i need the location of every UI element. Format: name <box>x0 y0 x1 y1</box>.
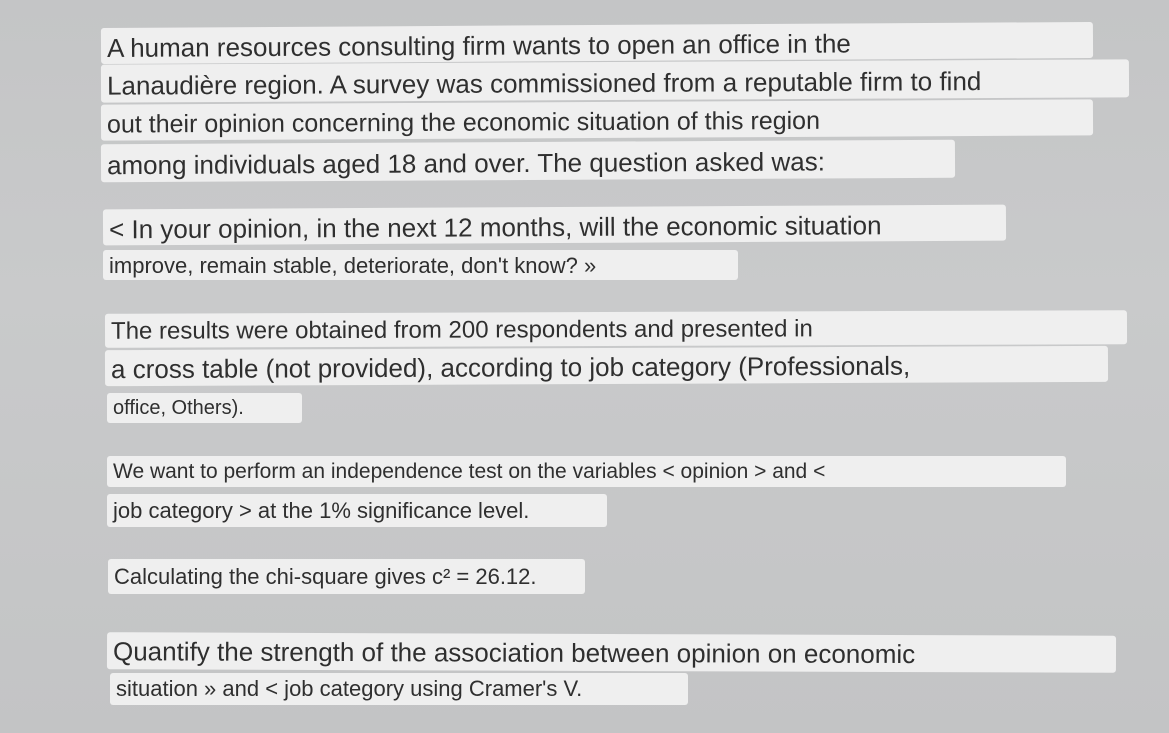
intro-line-2: Lanaudière region. A survey was commissioned from a reputable firm to find <box>101 59 1129 102</box>
intro-line-1: A human resources consulting firm wants to open an office in the <box>101 22 1093 64</box>
results-line-2: a cross table (not provided), according to job category (Professionals, <box>105 346 1108 386</box>
task-line-2: situation » and < job category using Cramer's V. <box>110 673 688 705</box>
results-line-1: The results were obtained from 200 respondents and presented in <box>105 310 1127 348</box>
chi-square-line: Calculating the chi-square gives c² = 26.12. <box>108 559 585 594</box>
results-line-3: office, Others). <box>107 393 302 423</box>
test-line-2: job category > at the 1% significance level. <box>107 494 607 527</box>
intro-line-4: among individuals aged 18 and over. The question asked was: <box>101 140 955 182</box>
test-line-1: We want to perform an independence test on the variables < opinion > and < <box>107 456 1066 487</box>
question-line-1: < In your opinion, in the next 12 months, will the economic situation <box>103 205 1006 246</box>
intro-line-3: out their opinion concerning the economic situation of this region <box>101 99 1093 140</box>
task-line-1: Quantify the strength of the association between opinion on economic <box>107 632 1116 673</box>
question-line-2: improve, remain stable, deteriorate, don't know? » <box>103 250 738 280</box>
